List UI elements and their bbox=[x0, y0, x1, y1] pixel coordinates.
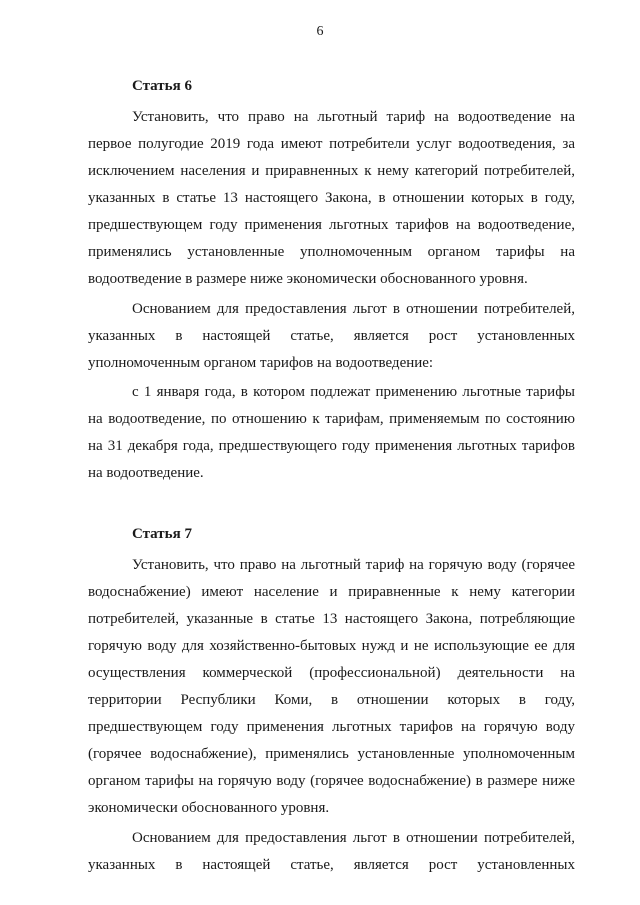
text-line: применялись установленные уполномоченным органом тарифы на bbox=[88, 244, 575, 260]
article-6-paragraph-2 bbox=[88, 296, 575, 377]
text-line: Основанием для предоставления льгот в отношении потребителей, bbox=[132, 830, 575, 846]
text-line: потребителей, указанные в статье 13 настоящего Закона, потребляющие bbox=[88, 611, 575, 627]
text-line: Установить, что право на льготный тариф на горячую воду (горячее bbox=[132, 557, 575, 573]
article-6-paragraph-3 bbox=[88, 379, 575, 487]
text-line: указанных в статье 13 настоящего Закона, в отношении которых в году, bbox=[88, 190, 575, 206]
article-6 bbox=[88, 73, 575, 487]
text-line: горячую воду для хозяйственно-бытовых нужд и не использующие ее для bbox=[88, 638, 575, 654]
text-line: предшествующем году применения льготных тарифов на горячую воду bbox=[88, 719, 575, 735]
text-line: на 31 декабря года, предшествующего году применения льготных тарифов bbox=[88, 438, 575, 454]
text-line: исключением населения и приравненных к нему категорий потребителей, bbox=[88, 163, 575, 179]
article-7-heading: Статья 7 bbox=[132, 526, 192, 542]
text-line: на водоотведение, по отношению к тарифам, применяемым по состоянию bbox=[88, 411, 575, 427]
text-line: Основанием для предоставления льгот в отношении потребителей, bbox=[132, 301, 575, 317]
article-6-heading: Статья 6 bbox=[132, 78, 192, 94]
article-7-paragraph-1 bbox=[88, 552, 575, 822]
text-line: уполномоченным органом тарифов на водоотведение: bbox=[88, 355, 434, 371]
text-line: на водоотведение. bbox=[88, 465, 204, 481]
text-line: с 1 января года, в котором подлежат применению льготные тарифы bbox=[132, 384, 575, 400]
text-line: территории Республики Коми, в отношении которых в году, bbox=[88, 692, 575, 708]
text-line: водоснабжение) имеют население и приравненные к нему категории bbox=[88, 584, 575, 600]
article-7 bbox=[88, 521, 575, 879]
text-line: указанных в настоящей статье, является рост установленных bbox=[88, 857, 575, 873]
text-line: Установить, что право на льготный тариф на водоотведение на bbox=[132, 109, 575, 125]
text-line: первое полугодие 2019 года имеют потребители услуг водоотведения, за bbox=[88, 136, 575, 152]
document-body bbox=[88, 73, 575, 879]
text-line: органом тарифы на горячую воду (горячее водоснабжение) в размере ниже bbox=[88, 773, 575, 789]
article-6-paragraph-1 bbox=[88, 104, 575, 293]
text-line: предшествующем году применения льготных тарифов на водоотведение, bbox=[88, 217, 575, 233]
page-number: 6 bbox=[316, 24, 324, 39]
text-line: водоотведение в размере ниже экономически обоснованного уровня. bbox=[88, 271, 528, 287]
text-line: (горячее водоснабжение), применялись установленные уполномоченным bbox=[88, 746, 575, 762]
text-line: экономически обоснованного уровня. bbox=[88, 800, 330, 816]
article-7-paragraph-2 bbox=[88, 825, 575, 879]
text-line: осуществления коммерческой (профессиональной) деятельности на bbox=[88, 665, 575, 681]
text-line: указанных в настоящей статье, является рост установленных bbox=[88, 328, 575, 344]
